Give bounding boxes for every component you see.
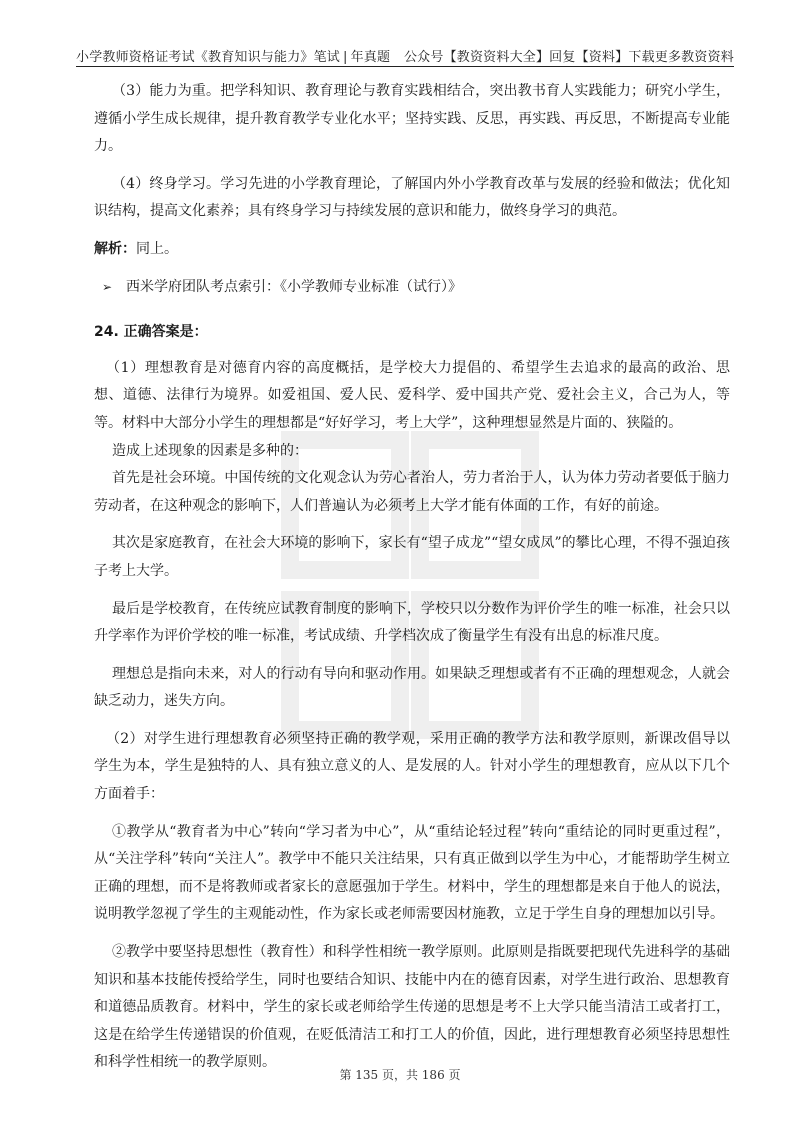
header-year-suffix: 年真题 bbox=[350, 50, 391, 65]
answer-social-environment: 首先是社会环境。中国传统的文化观念认为劳心者治人，劳力者治于人，认为体力劳动者要低于脑力劳动者，在这种观念的影响下，人们普遍认为必须考上大学才能有体面的工作，有好的前途。 bbox=[94, 470, 730, 514]
answer-teaching-view: （2）对学生进行理想教育必须坚持正确的教学观，采用正确的教学方法和教学原则，新课改倡导以学生为本，学生是独特的人、具有独立意义的人、是发展的人。针对小学生的理想教育，应从以下几个方面着手： bbox=[94, 730, 730, 803]
header-left bbox=[76, 46, 390, 65]
analysis-label: 解析： bbox=[94, 240, 136, 257]
page-content bbox=[94, 78, 730, 1077]
index-bullet-text: 西米学府团队考点索引：《小学教师专业标准（试行）》 bbox=[126, 278, 462, 295]
header-exam-title: 小学教师资格证考试《教育知识与能力》笔试 bbox=[76, 50, 341, 65]
answer-ideal-direction: 理想总是指向未来，对人的行动有导向和驱动作用。如果缺乏理想或者有不正确的理想观念，人就会缺乏动力，迷失方向。 bbox=[94, 665, 730, 710]
answer-point-2: ②教学中要坚持思想性（教育性）和科学性相统一教学原则。此原则是指既要把现代先进科学的基础知识和基本技能传授给学生，同时也要结合知识、技能中内在的德育因素，对学生进行政治、思想教育和道德品质教育。材料中，学生的家长或老师给学生传递的思想是考不上大学只能当清洁工或者打工，这是在给学生传递错误的价值观，在贬低清洁工和打工人的价值，因此，进行理想教育必须坚持思想性和科学性相统一的教学原则。 bbox=[94, 944, 730, 1071]
header-separator: | bbox=[343, 50, 348, 65]
answer-family-education: 其次是家庭教育，在社会大环境的影响下，家长有“望子成龙”“望女成凤”的攀比心理，不得不强迫孩子考上大学。 bbox=[94, 535, 730, 579]
analysis-text: 同上。 bbox=[136, 240, 178, 257]
arrow-bullet-icon: ➢ bbox=[102, 279, 113, 294]
paragraph-lifelong-learning: （4）终身学习。学习先进的小学教育理论，了解国内外小学教育改革与发展的经验和做法；优化知识结构，提高文化素养；具有终身学习与持续发展的意识和能力，做终身学习的典范。 bbox=[94, 175, 730, 220]
question-24-title: 24. 正确答案是： bbox=[94, 324, 208, 341]
paragraph-ability: （3）能力为重。把学科知识、教育理论与教育实践相结合，突出教书育人实践能力；研究小学生，遵循小学生成长规律，提升教育教学专业化水平；坚持实践、反思，再实践、再反思，不断提高专业能力。 bbox=[94, 83, 730, 155]
header-promo-text: 公众号【教资资料大全】回复【资料】下载更多教资资料 bbox=[403, 50, 734, 65]
page-header bbox=[76, 46, 734, 67]
index-bullet-line bbox=[94, 274, 730, 302]
answer-ideal-education: （1）理想教育是对德育内容的高度概括，是学校大力提倡的、希望学生去追求的最高的政治、思想、道德、法律行为境界。如爱祖国、爱人民、爱科学、爱中国共产党、爱社会主义，合己为人，等等。材料中大部分小学生的理想都是“好好学习，考上大学”，这种理想显然是片面的、狭隘的。 bbox=[94, 359, 730, 431]
page-number-footer: 第 135 页，共 186 页 bbox=[339, 1068, 461, 1082]
answer-causes-intro: 造成上述现象的因素是多种的： bbox=[112, 442, 308, 459]
analysis-line bbox=[94, 236, 730, 264]
answer-point-1: ①教学从“教育者为中心”转向“学习者为中心”，从“重结论轻过程”转向“重结论的同时更重过程”，从“关注学科”转向“关注人”。教学中不能只关注结果，只有真正做到以学生为中心，才能帮助学生树立正确的理想，而不是将教师或者家长的意愿强加于学生。材料中，学生的理想都是来自于他人的说法，说明教学忽视了学生的主观能动性，作为家长或老师需要因材施教，立足于学生自身的理想加以引导。 bbox=[94, 823, 730, 923]
answer-school-education: 最后是学校教育，在传统应试教育制度的影响下，学校只以分数作为评价学生的唯一标准，社会只以升学率作为评价学校的唯一标准，考试成绩、升学档次成了衡量学生有没有出息的标准尺度。 bbox=[94, 600, 730, 645]
